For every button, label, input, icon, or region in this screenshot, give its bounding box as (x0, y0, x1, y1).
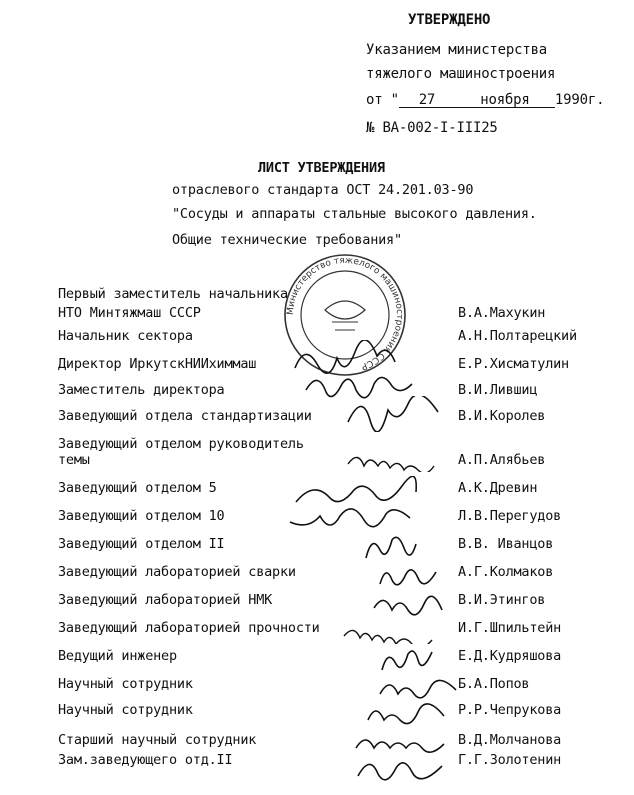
approval-title: УТВЕРЖДЕНО (408, 12, 491, 28)
stamp-ring-text: Министерство тяжелого машиностроения СССР (285, 255, 405, 372)
stamp-emblem-icon (325, 301, 365, 319)
position-label: Заведующий отделом 10 (58, 508, 225, 524)
signature-scribble (374, 642, 444, 676)
approval-line1: Указанием министерства (366, 42, 548, 58)
sheet-line2: "Сосуды и аппараты стальные высокого давления. (172, 206, 537, 222)
signatory-name: В.В. Иванцов (458, 536, 554, 552)
position-label: Старший научный сотрудник (58, 732, 257, 748)
signatory-name: В.И.Лившиц (458, 382, 538, 398)
date-year: 1990г. (554, 92, 605, 108)
sheet-title: ЛИСТ УТВЕРЖДЕНИЯ (258, 160, 385, 176)
approval-number: № ВА-002-I-III25 (366, 120, 498, 136)
position-label: Заместитель директора (58, 382, 225, 398)
date-prefix: от " (366, 92, 399, 108)
signatory-name: А.П.Алябьев (458, 452, 546, 468)
position-label: Зам.заведующего отд.II (58, 752, 233, 768)
position-label: Заведующий отделом 5 (58, 480, 217, 496)
sheet-line3: Общие технические требования" (172, 232, 402, 248)
signatory-name: В.А.Махукин (458, 305, 546, 321)
position-label: Научный сотрудник (58, 702, 193, 718)
signatory-name: А.К.Древин (458, 480, 538, 496)
position-label: Директор ИркутскНИИхиммаш (58, 356, 257, 372)
stamp-lines-icon (332, 322, 358, 330)
position-label: НТО Минтяжмаш СССР (58, 305, 201, 321)
signature-scribble (362, 698, 452, 728)
signatory-name: В.Д.Молчанова (458, 732, 562, 748)
date-month: ноября (455, 93, 555, 108)
signature-scribble (344, 396, 444, 432)
signature-scribble (344, 446, 440, 472)
position-label: Начальник сектора (58, 328, 193, 344)
position-label: Заведующий отделом II (58, 536, 225, 552)
position-label: Первый заместитель начальника (58, 286, 288, 302)
sheet-line1: отраслевого стандарта ОСТ 24.201.03-90 (172, 182, 474, 198)
position-label: Ведущий инженер (58, 648, 177, 664)
signatory-name: Б.А.Попов (458, 676, 530, 692)
signatory-name: В.И.Этингов (458, 592, 546, 608)
signature-scribble (368, 588, 448, 620)
position-label: Научный сотрудник (58, 676, 193, 692)
position-label: темы (58, 452, 90, 468)
date-day: 27 (399, 93, 455, 108)
position-label: Заведующий лабораторией НМК (58, 592, 273, 608)
signatory-name: А.Г.Колмаков (458, 564, 554, 580)
signatory-name: И.Г.Шпильтейн (458, 620, 562, 636)
signature-scribble (352, 750, 452, 784)
approval-date (366, 92, 604, 108)
position-label: Заведующий отдела стандартизации (58, 408, 312, 424)
signatory-name: А.Н.Полтарецкий (458, 328, 577, 344)
signatory-name: Е.Д.Кудряшова (458, 648, 562, 664)
position-label: Заведующий отделом руководитель (58, 436, 304, 452)
approval-line2: тяжелого машиностроения (366, 66, 556, 82)
position-label: Заведующий лабораторией прочности (58, 620, 320, 636)
signature-scribble (340, 618, 440, 644)
signatory-name: Р.Р.Чепрукова (458, 702, 562, 718)
signatory-name: Л.В.Перегудов (458, 508, 562, 524)
signatory-name: В.И.Королев (458, 408, 546, 424)
signatory-name: Г.Г.Золотенин (458, 752, 562, 768)
signatory-name: Е.Р.Хисматулин (458, 356, 569, 372)
position-label: Заведующий лабораторией сварки (58, 564, 296, 580)
